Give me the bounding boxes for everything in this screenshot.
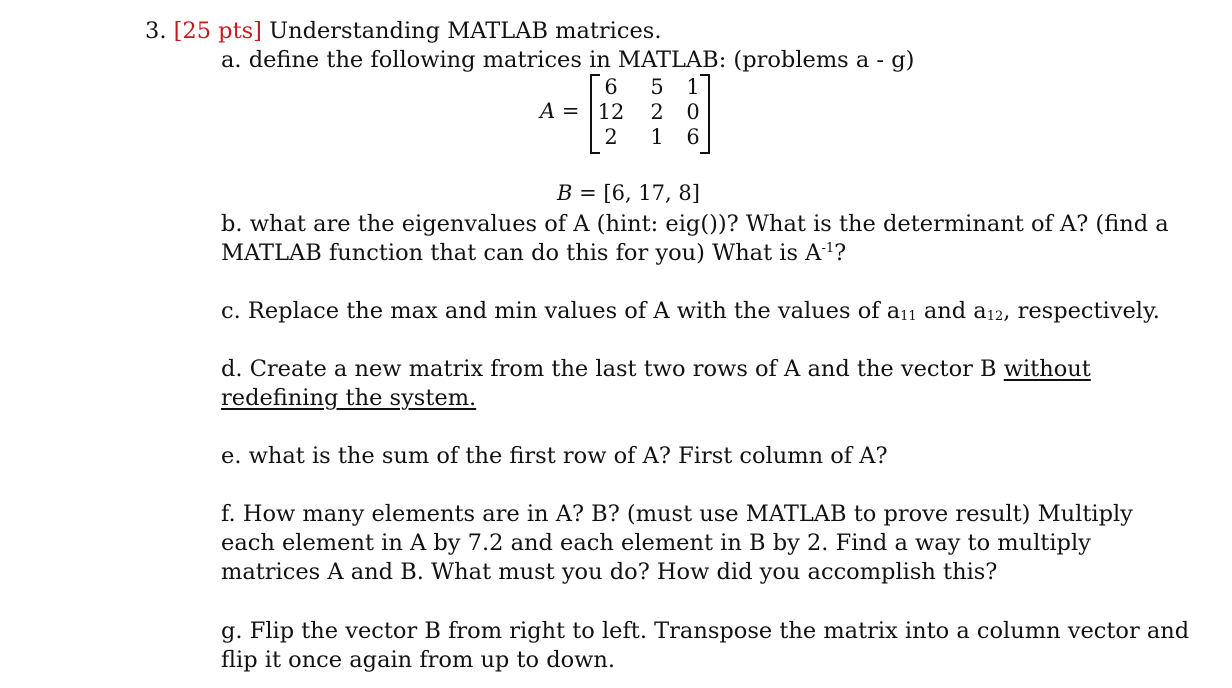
part-a-text: a. define the following matrices in MATLAB: (problems a - g) [221, 47, 915, 73]
part-c-text-1: c. Replace the max and min values of A with the values of a [221, 298, 901, 324]
part-f-line1: f. How many elements are in A? B? (must use MATLAB to prove result) Multiply [221, 501, 1133, 527]
part-b-line2-text: MATLAB function that can do this for you) What is A [221, 240, 822, 266]
subscript-11: 11 [900, 309, 917, 324]
part-g-line2: flip it once again from up to down. [221, 647, 616, 673]
matrix-cell: 1 [686, 75, 700, 99]
vector-b-value: [6, 17, 8] [603, 181, 700, 205]
part-d-underlined-2: redefining the system. [221, 385, 477, 411]
part-f-line2: each element in A by 7.2 and each element in B by 2. Find a way to multiply [221, 530, 1091, 556]
matrix-cell: 0 [686, 100, 700, 124]
part-e-text: e. what is the sum of the first row of A? First column of A? [221, 443, 888, 469]
matrix-cell: 6 [604, 75, 618, 99]
points-label: [25 pts] [173, 18, 262, 44]
matrix-a [536, 74, 736, 158]
problem-heading [145, 17, 662, 45]
part-d-text: d. Create a new matrix from the last two rows of A and the vector B [221, 356, 1004, 382]
subscript-12: 12 [986, 309, 1004, 324]
vector-b [557, 180, 700, 206]
vector-b-label: B = [557, 181, 597, 205]
matrix-cell: 1 [650, 125, 664, 149]
part-b-line1: b. what are the eigenvalues of A (hint: eig())? What is the determinant of A? (find a [221, 211, 1169, 237]
inverse-superscript: -1 [821, 241, 835, 256]
part-g-line1: g. Flip the vector B from right to left. Transpose the matrix into a column vector and [221, 618, 1190, 644]
part-c-text-3: , respectively. [1003, 298, 1160, 324]
part-b-line2-end: ? [834, 240, 847, 266]
part-d-line1 [221, 355, 1091, 383]
matrix-a-label: A = [540, 99, 580, 123]
part-c-text-2: and a [916, 298, 987, 324]
matrix-cell: 6 [686, 125, 700, 149]
problem-title: Understanding MATLAB matrices. [269, 18, 662, 44]
problem-number: 3. [145, 18, 167, 44]
part-b-line2 [221, 239, 846, 267]
matrix-cell: 12 [597, 100, 625, 124]
matrix-cell: 2 [650, 100, 664, 124]
matrix-cell: 2 [604, 125, 618, 149]
part-d-underlined-1: without [1003, 356, 1091, 382]
part-f-line3: matrices A and B. What must you do? How did you accomplish this? [221, 559, 998, 585]
part-c-text [221, 297, 1160, 325]
matrix-cell: 5 [650, 75, 664, 99]
